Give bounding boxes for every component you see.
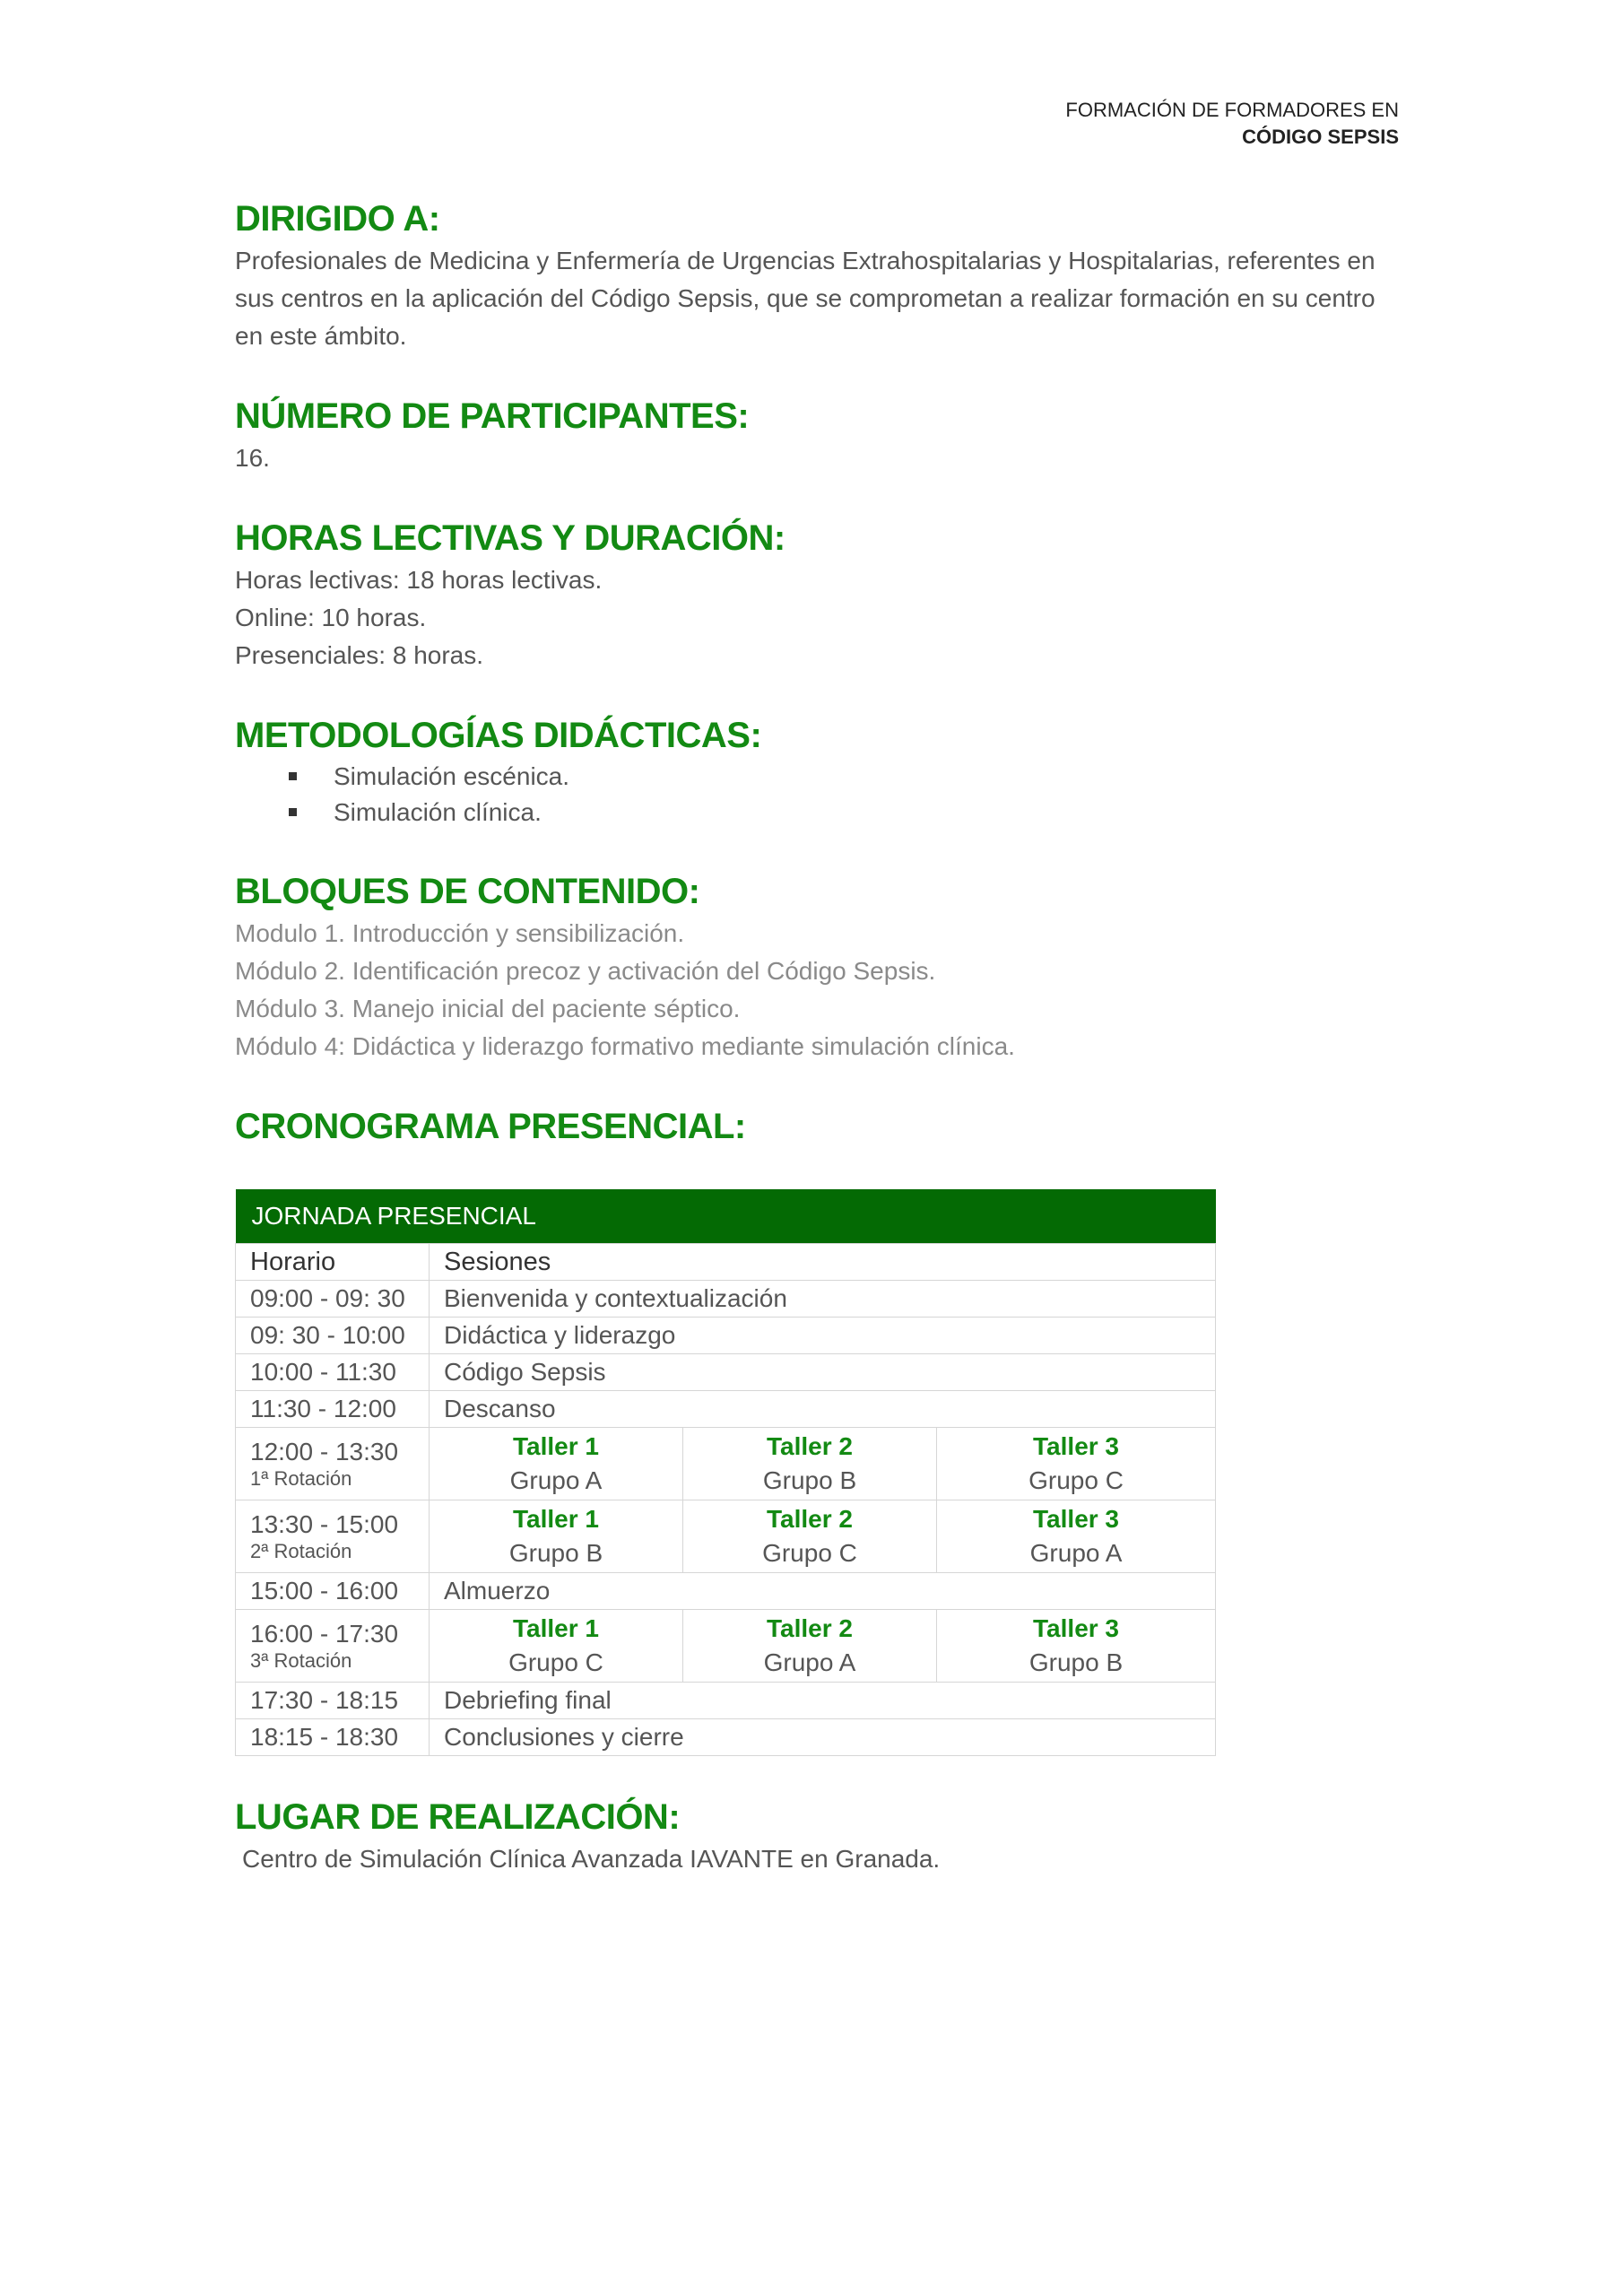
grupo-label: Grupo A — [1029, 1539, 1123, 1567]
section-title: HORAS LECTIVAS Y DURACIÓN: — [235, 518, 785, 558]
time-label: 12:00 - 13:30 — [250, 1438, 399, 1465]
rotation-row — [236, 1610, 1216, 1683]
grupo-label: Grupo C — [508, 1648, 603, 1676]
bullet-square-icon — [289, 772, 297, 780]
list-item — [235, 759, 1410, 795]
time-cell: 09: 30 - 10:00 — [236, 1318, 430, 1354]
rotation-label: 3ª Rotación — [250, 1649, 352, 1672]
session-cell: Bienvenida y contextualización — [430, 1281, 1216, 1318]
session-cell: Didáctica y liderazgo — [430, 1318, 1216, 1354]
section-lugar — [235, 1794, 1410, 1878]
taller-label: Taller 2 — [767, 1505, 853, 1533]
section-title: METODOLOGÍAS DIDÁCTICAS: — [235, 716, 762, 755]
list-item-label: Simulación clínica. — [334, 798, 542, 826]
module-line: Modulo 1. Introducción y sensibilización. — [235, 919, 685, 947]
taller-label: Taller 2 — [767, 1614, 853, 1642]
section-title: DIRIGIDO A: — [235, 199, 440, 239]
dirigido-line: Profesionales de Medicina y Enfermería de Urgencias Extrahospitalarias y Hospitalarias, referentes en — [235, 247, 1376, 274]
list-item — [235, 795, 1410, 831]
bullet-square-icon — [289, 808, 297, 816]
session-cell: Debriefing final — [430, 1683, 1216, 1719]
section-cronograma — [235, 1103, 1410, 1756]
time-cell: 11:30 - 12:00 — [236, 1391, 430, 1428]
rotation-time-cell — [236, 1500, 430, 1573]
section-horas — [235, 515, 1410, 674]
grupo-label: Grupo C — [762, 1539, 857, 1567]
module-line: Módulo 3. Manejo inicial del paciente séptico. — [235, 995, 741, 1022]
table-row — [236, 1281, 1216, 1318]
horas-line: Horas lectivas: 18 horas lectivas. — [235, 566, 603, 594]
section-title: BLOQUES DE CONTENIDO: — [235, 872, 700, 911]
taller-label: Taller 3 — [1033, 1432, 1120, 1460]
metodologias-list — [235, 759, 1410, 831]
session-cell: Almuerzo — [430, 1573, 1216, 1610]
section-title: LUGAR DE REALIZACIÓN: — [235, 1797, 681, 1837]
section-bloques — [235, 868, 1410, 1065]
table-row — [236, 1683, 1216, 1719]
list-item-label: Simulación escénica. — [334, 762, 570, 790]
time-cell: 09:00 - 09: 30 — [236, 1281, 430, 1318]
time-cell: 15:00 - 16:00 — [236, 1573, 430, 1610]
taller-label: Taller 2 — [767, 1432, 853, 1460]
header-line-1: FORMACIÓN DE FORMADORES EN — [1065, 99, 1399, 121]
horas-line: Presenciales: 8 horas. — [235, 641, 484, 669]
document-body — [235, 196, 1410, 1916]
page-header — [1065, 97, 1399, 151]
workshop-cell — [937, 1610, 1216, 1683]
schedule-table — [235, 1189, 1216, 1756]
workshop-cell — [937, 1500, 1216, 1573]
workshop-cell — [683, 1610, 937, 1683]
workshop-cell — [937, 1428, 1216, 1500]
module-line: Módulo 2. Identificación precoz y activación del Código Sepsis. — [235, 957, 936, 985]
grupo-label: Grupo C — [1028, 1466, 1124, 1494]
dirigido-line: en este ámbito. — [235, 322, 407, 350]
section-dirigido — [235, 196, 1410, 355]
table-row — [236, 1573, 1216, 1610]
participantes-value: 16. — [235, 444, 270, 472]
workshop-cell — [683, 1500, 937, 1573]
session-cell: Descanso — [430, 1391, 1216, 1428]
dirigido-line: sus centros en la aplicación del Código Sepsis, que se comprometan a realizar formación en su centro — [235, 284, 1376, 312]
grupo-label: Grupo B — [1028, 1648, 1124, 1676]
rotation-row — [236, 1500, 1216, 1573]
table-row — [236, 1354, 1216, 1391]
taller-label: Taller 1 — [513, 1432, 599, 1460]
workshop-cell — [430, 1500, 683, 1573]
workshop-cell — [430, 1428, 683, 1500]
table-title: JORNADA PRESENCIAL — [236, 1189, 1216, 1244]
table-row — [236, 1318, 1216, 1354]
table-header-row — [236, 1244, 1216, 1281]
taller-label: Taller 1 — [513, 1614, 599, 1642]
column-header-sesiones: Sesiones — [430, 1244, 1216, 1281]
rotation-label: 1ª Rotación — [250, 1467, 352, 1490]
lugar-value: Centro de Simulación Clínica Avanzada IAVANTE en Granada. — [242, 1845, 941, 1873]
taller-label: Taller 3 — [1033, 1505, 1120, 1533]
time-cell: 17:30 - 18:15 — [236, 1683, 430, 1719]
grupo-label: Grupo B — [762, 1466, 857, 1494]
taller-label: Taller 1 — [513, 1505, 599, 1533]
module-line: Módulo 4: Didáctica y liderazgo formativo mediante simulación clínica. — [235, 1032, 1015, 1060]
time-label: 13:30 - 15:00 — [250, 1510, 399, 1538]
horas-line: Online: 10 horas. — [235, 604, 427, 631]
table-title-row — [236, 1189, 1216, 1244]
session-cell: Código Sepsis — [430, 1354, 1216, 1391]
section-participantes — [235, 393, 1410, 477]
rotation-time-cell — [236, 1610, 430, 1683]
time-cell: 10:00 - 11:30 — [236, 1354, 430, 1391]
grupo-label: Grupo B — [508, 1539, 603, 1567]
rotation-time-cell — [236, 1428, 430, 1500]
taller-label: Taller 3 — [1033, 1614, 1120, 1642]
table-row — [236, 1391, 1216, 1428]
column-header-horario: Horario — [236, 1244, 430, 1281]
rotation-row — [236, 1428, 1216, 1500]
section-title: NÚMERO DE PARTICIPANTES: — [235, 396, 750, 436]
time-cell: 18:15 - 18:30 — [236, 1719, 430, 1756]
table-row — [236, 1719, 1216, 1756]
section-metodologias — [235, 712, 1410, 831]
grupo-label: Grupo A — [509, 1466, 603, 1494]
workshop-cell — [430, 1610, 683, 1683]
time-label: 16:00 - 17:30 — [250, 1620, 399, 1648]
header-line-2: CÓDIGO SEPSIS — [1242, 126, 1399, 148]
section-title: CRONOGRAMA PRESENCIAL: — [235, 1107, 746, 1146]
rotation-label: 2ª Rotación — [250, 1540, 352, 1562]
session-cell: Conclusiones y cierre — [430, 1719, 1216, 1756]
workshop-cell — [683, 1428, 937, 1500]
grupo-label: Grupo A — [763, 1648, 856, 1676]
